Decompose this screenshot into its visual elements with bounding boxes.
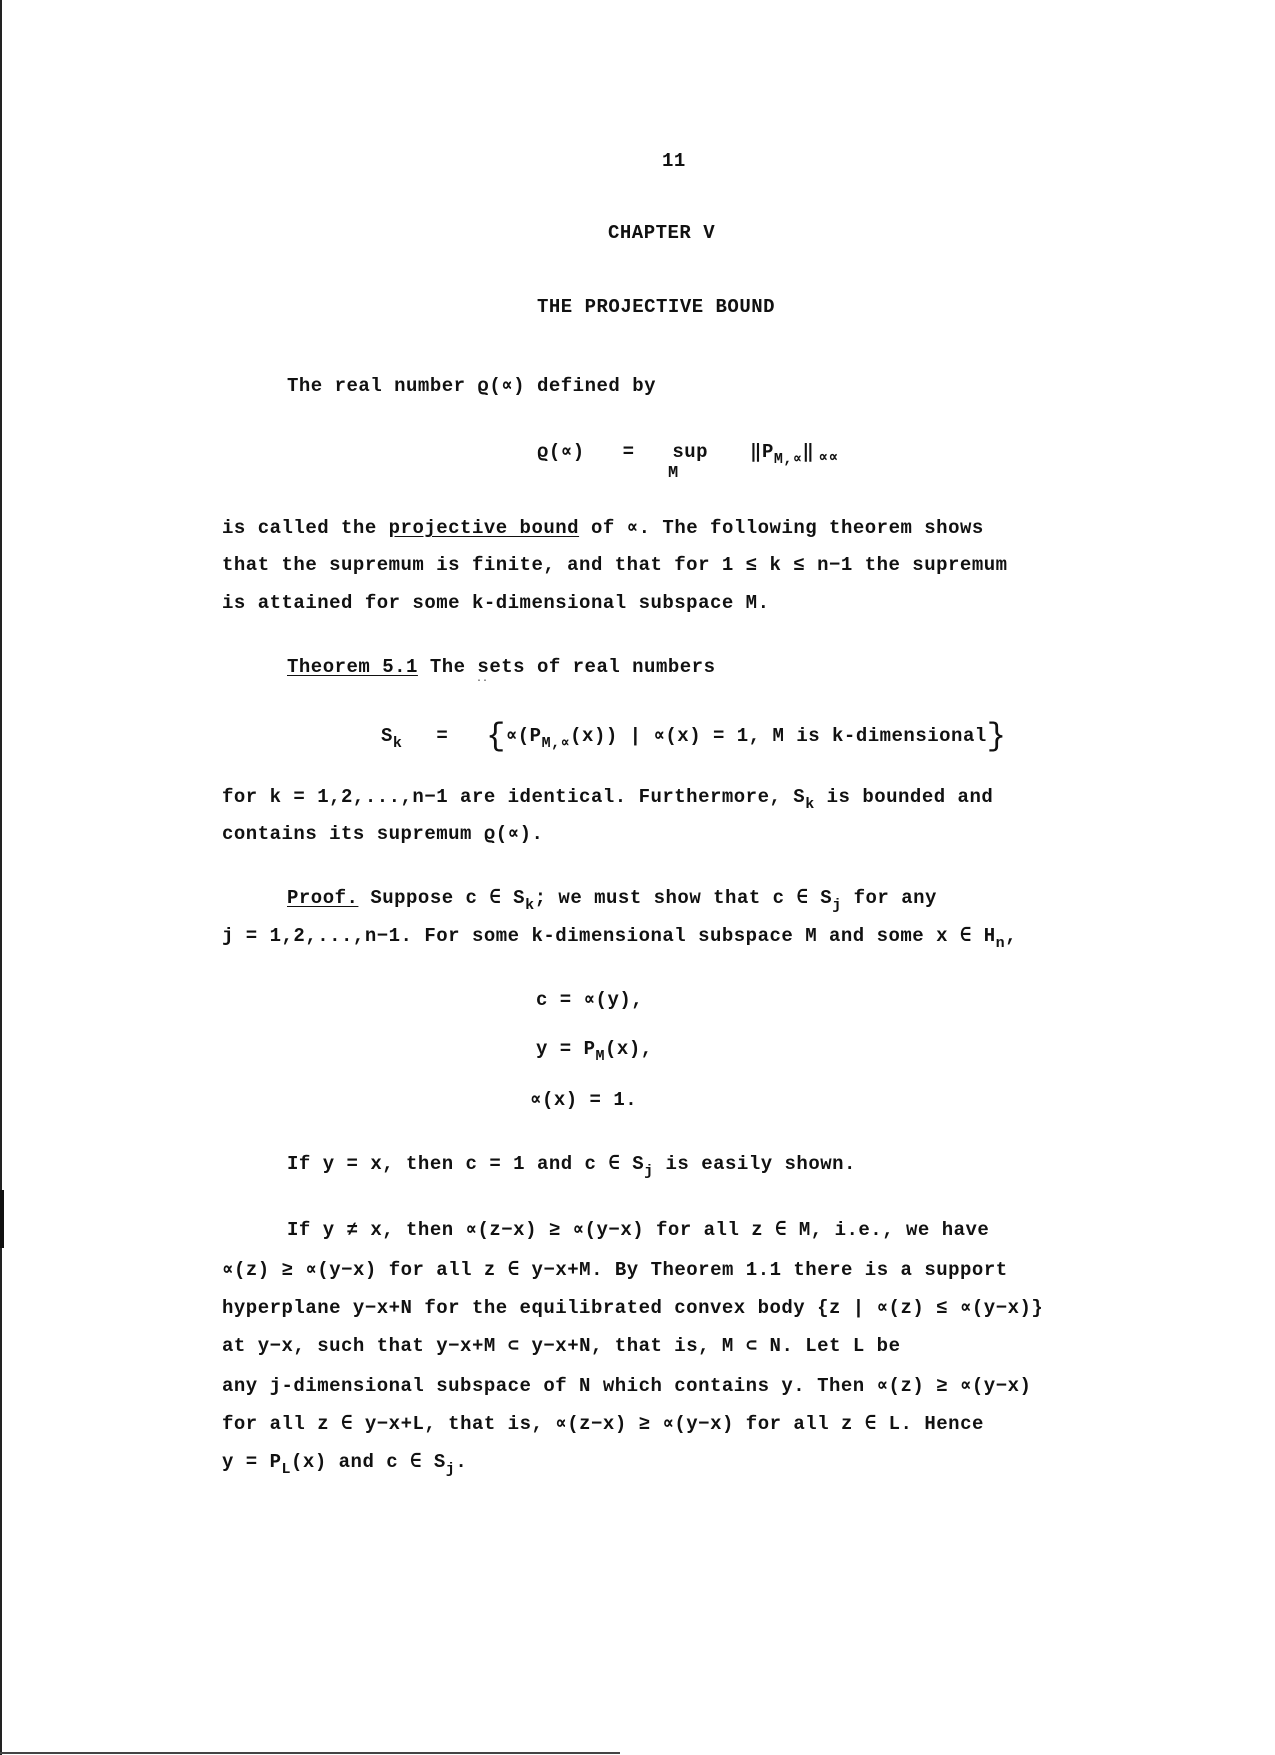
eq1-lhs: ϱ(∝) — [537, 441, 585, 463]
theorem-label: Theorem 5.1 — [287, 656, 418, 678]
proof-label: Proof. — [287, 887, 359, 909]
term-projective-bound: projective bound — [388, 517, 580, 539]
para2-line1: for k = 1,2,...,n−1 are identical. Furthermore, $S_k$ is bounded and — [222, 786, 994, 813]
para1-line2: that the supremum is finite, and that for 1 ≤ k ≤ n−1 the supremum — [222, 554, 1008, 576]
equation-y: $y = P_M(x)$, — [536, 1038, 653, 1065]
eq1-sup-subscript: M — [668, 464, 679, 483]
eq1-sup: sup — [672, 441, 709, 463]
page-number: 11 — [662, 150, 686, 172]
equation-alpha-x: ∝(x) = 1. — [530, 1089, 638, 1111]
para4-line4: at y−x, such that y−x+M ⊂ y−x+N, that is, M ⊂ N. Let L be — [222, 1335, 901, 1357]
para4-line1: If y ≠ x, then ∝(z−x) ≥ ∝(y−x) for all z ∈ M, i.e., we have — [287, 1219, 990, 1241]
proof-line1: Proof. Suppose c ∈ $S_k$; we must show that c ∈ $S_j$ for any — [287, 887, 937, 914]
theorem-statement: Theorem 5.1 The sets of real numbers — [287, 656, 716, 678]
equation-c: c = ∝(y), — [536, 989, 644, 1011]
eq1-norm: $‖P_{M,\propto}‖$ $_{\propto\propto}$ — [750, 441, 839, 468]
chapter-title: THE PROJECTIVE BOUND — [537, 296, 776, 318]
eq1-equals: = — [622, 441, 635, 463]
equation-projective-bound — [537, 440, 839, 468]
scan-bottom-edge — [0, 1752, 620, 1754]
para4-line5: any j-dimensional subspace of N which contains y. Then ∝(z) ≥ ∝(y−x) — [222, 1375, 1032, 1397]
para4-line7: $y = P_L(x)$ and c ∈ $S_j$. — [222, 1451, 468, 1478]
chapter-heading: CHAPTER V — [608, 222, 716, 244]
intro-line: The real number ϱ(∝) defined by — [287, 375, 656, 397]
stray-dots: ·· — [476, 676, 489, 687]
para4-line2: ∝(z) ≥ ∝(y−x) for all z ∈ y−x+M. By Theorem 1.1 there is a support — [222, 1259, 1008, 1281]
para2-line2: contains its supremum ϱ(∝). — [222, 823, 544, 845]
para1-line3: is attained for some k-dimensional subspace M. — [222, 592, 770, 614]
para1-line1: is called the projective bound of ∝. The following theorem shows — [222, 517, 984, 539]
scan-margin-mark — [0, 1190, 4, 1248]
para3: If y = x, then c = 1 and c ∈ $S_j$ is easily shown. — [287, 1153, 856, 1180]
scan-left-edge — [0, 0, 2, 1755]
proof-line2: j = 1,2,...,n−1. For some k-dimensional subspace M and some x ∈ $H_n$, — [222, 925, 1018, 952]
equation-sets-sk: $S_k = \{\propto(P_{M,\propto}(x))$ | ∝(x) = 1, M is k-dimensional} — [381, 718, 1007, 755]
para4-line6: for all z ∈ y−x+L, that is, ∝(z−x) ≥ ∝(y−x) for all z ∈ L. Hence — [222, 1413, 984, 1435]
para4-line3: hyperplane y−x+N for the equilibrated convex body {z | ∝(z) ≤ ∝(y−x)} — [222, 1297, 1044, 1319]
